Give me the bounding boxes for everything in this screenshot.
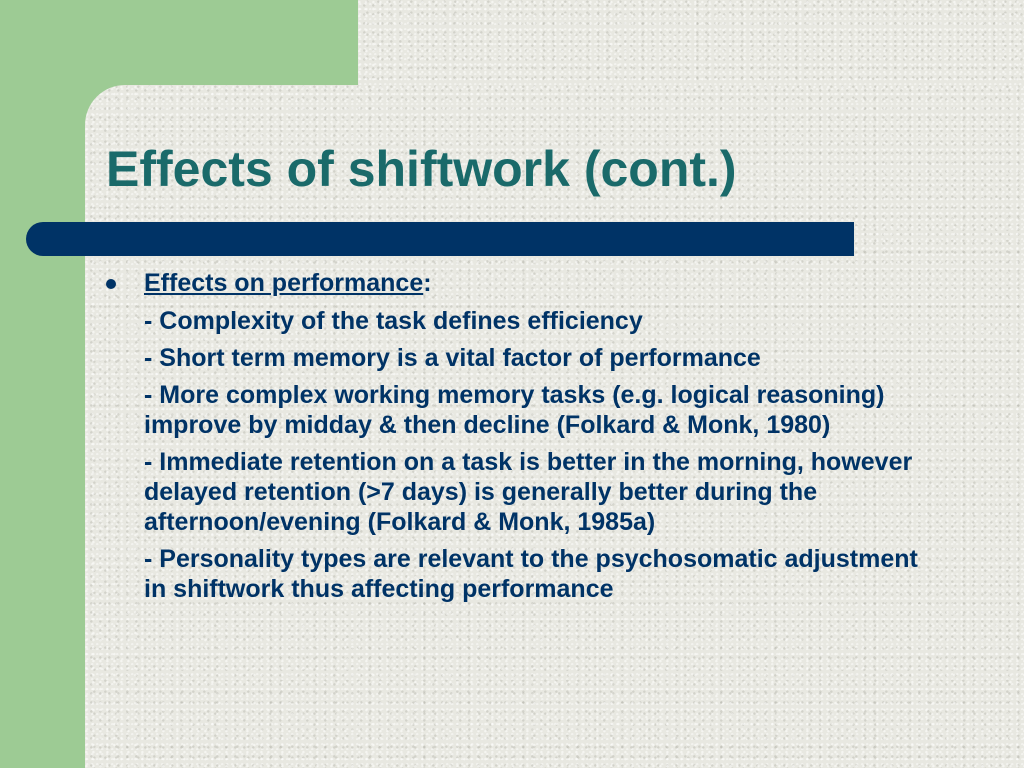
list-item: - More complex working memory tasks (e.g. logical reasoning) improve by midday & then decline (Folkard & Monk, 1980) <box>144 381 885 439</box>
slide-title: Effects of shiftwork (cont.) <box>106 141 737 197</box>
bullet-heading-colon: : <box>423 269 432 297</box>
list-item: - Immediate retention on a task is better in the morning, however delayed retention (>7 days) is generally better during the afternoon/evening (Folkard & Monk, 1985a) <box>144 448 913 536</box>
title-underline-bar <box>26 222 854 256</box>
bullet-heading <box>144 268 944 298</box>
effects-on-performance-link[interactable]: Effects on performance <box>144 269 424 297</box>
list-item: - Personality types are relevant to the psychosomatic adjustment in shiftwork thus affecting performance <box>144 545 918 603</box>
slide-body <box>144 268 944 611</box>
bullet-icon <box>106 279 116 289</box>
list-item: - Complexity of the task defines efficiency <box>144 307 643 335</box>
list-item: - Short term memory is a vital factor of performance <box>144 344 761 372</box>
textured-background-top <box>358 0 1024 86</box>
